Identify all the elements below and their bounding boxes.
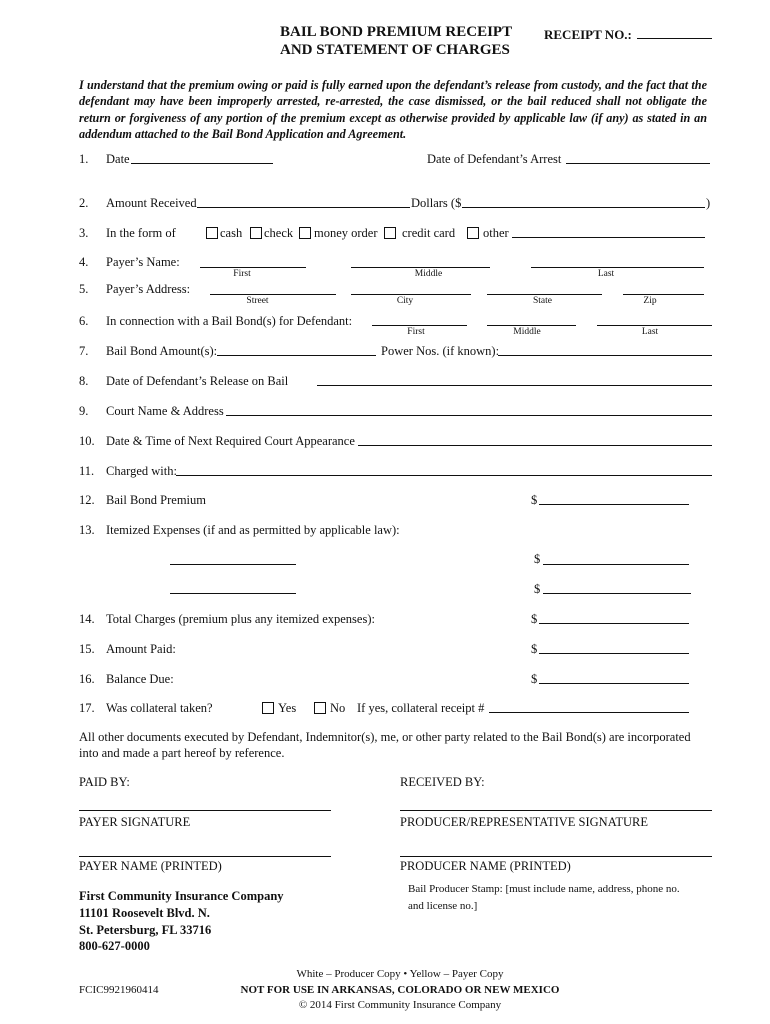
payer-name-printed-label: PAYER NAME (PRINTED) bbox=[79, 859, 222, 873]
item-number: 9. bbox=[79, 404, 89, 418]
premium-field[interactable] bbox=[539, 504, 689, 505]
money-order-label: money order bbox=[314, 226, 378, 240]
middle-caption: Middle bbox=[513, 327, 541, 337]
company-name: First Community Insurance Company bbox=[79, 889, 284, 903]
payer-address-label: Payer’s Address: bbox=[106, 282, 191, 296]
form-title-line1: BAIL BOND PREMIUM RECEIPT bbox=[280, 24, 513, 40]
payer-street-field[interactable] bbox=[210, 294, 336, 295]
producer-name-printed-label: PRODUCER NAME (PRINTED) bbox=[400, 859, 571, 873]
expense-amount-field[interactable] bbox=[543, 564, 689, 565]
amount-received-words-field[interactable] bbox=[197, 207, 410, 208]
dollars-label: Dollars ($ bbox=[411, 196, 462, 210]
paid-by-label: PAID BY: bbox=[79, 775, 130, 789]
total-charges-label: Total Charges (premium plus any itemized expenses): bbox=[106, 612, 375, 626]
other-payment-field[interactable] bbox=[512, 237, 705, 238]
payer-signature-line[interactable] bbox=[79, 810, 331, 811]
middle-caption: Middle bbox=[414, 269, 443, 279]
check-checkbox[interactable] bbox=[250, 227, 262, 239]
dollar-sign: $ bbox=[531, 493, 538, 507]
payer-name-line[interactable] bbox=[79, 856, 331, 857]
form-of-payment-label: In the form of bbox=[106, 226, 176, 240]
item-number: 6. bbox=[79, 314, 89, 328]
arrest-date-label: Date of Defendant’s Arrest bbox=[427, 152, 562, 166]
last-caption: Last bbox=[597, 269, 615, 279]
dollar-sign: $ bbox=[531, 672, 538, 686]
item-number: 10. bbox=[79, 434, 95, 448]
power-nos-label: Power Nos. (if known): bbox=[381, 344, 500, 358]
total-charges-field[interactable] bbox=[539, 623, 689, 624]
incorporation-statement: All other documents executed by Defendant, Indemnitor(s), me, or other party related to the Bail Bond(s) are incorporated into and made a part hereof by reference. bbox=[79, 730, 691, 760]
first-caption: First bbox=[407, 327, 425, 337]
city-caption: City bbox=[396, 296, 414, 306]
arrest-date-field[interactable] bbox=[566, 163, 710, 164]
charged-with-label: Charged with: bbox=[106, 464, 177, 478]
date-field[interactable] bbox=[131, 163, 273, 164]
item-number: 3. bbox=[79, 226, 89, 240]
defendant-first-name-field[interactable] bbox=[372, 325, 467, 326]
item-number: 17. bbox=[79, 701, 95, 715]
money-order-checkbox[interactable] bbox=[299, 227, 311, 239]
item-number: 4. bbox=[79, 255, 89, 269]
court-name-label: Court Name & Address bbox=[106, 404, 224, 418]
item-number: 2. bbox=[79, 196, 89, 210]
charged-with-field[interactable] bbox=[176, 475, 712, 476]
collateral-no-checkbox[interactable] bbox=[314, 702, 326, 714]
state-caption: State bbox=[533, 296, 552, 306]
dollar-sign: $ bbox=[531, 642, 538, 656]
dollar-sign: $ bbox=[534, 582, 541, 596]
defendant-label: In connection with a Bail Bond(s) for Defendant: bbox=[106, 314, 353, 328]
item-number: 16. bbox=[79, 672, 95, 686]
zip-caption: Zip bbox=[643, 296, 657, 306]
amount-received-dollars-field[interactable] bbox=[462, 207, 705, 208]
payer-zip-field[interactable] bbox=[623, 294, 704, 295]
form-id: FCIC9921960414 bbox=[79, 984, 159, 996]
receipt-no-field[interactable] bbox=[637, 38, 712, 39]
receipt-no-label: RECEIPT NO.: bbox=[544, 27, 632, 42]
producer-signature-line[interactable] bbox=[400, 810, 712, 811]
item-number: 11. bbox=[79, 464, 95, 478]
credit-card-checkbox[interactable] bbox=[384, 227, 396, 239]
payer-name-label: Payer’s Name: bbox=[106, 255, 180, 269]
stamp-instruction-line1: Bail Producer Stamp: [must include name, address, phone no. bbox=[408, 883, 680, 895]
defendant-last-name-field[interactable] bbox=[597, 325, 712, 326]
release-date-field[interactable] bbox=[317, 385, 712, 386]
item-number: 5. bbox=[79, 282, 89, 296]
premium-label: Bail Bond Premium bbox=[106, 493, 206, 507]
item-number: 8. bbox=[79, 374, 89, 388]
amount-received-label: Amount Received bbox=[106, 196, 197, 210]
collateral-label: Was collateral taken? bbox=[106, 701, 213, 715]
bond-amount-field[interactable] bbox=[217, 355, 376, 356]
item-number: 15. bbox=[79, 642, 95, 656]
cash-label: cash bbox=[220, 226, 243, 240]
company-phone: 800-627-0000 bbox=[79, 939, 150, 953]
date-label: Date bbox=[106, 152, 130, 166]
payer-middle-name-field[interactable] bbox=[351, 267, 490, 268]
amount-paid-field[interactable] bbox=[539, 653, 689, 654]
copyright: © 2014 First Community Insurance Company bbox=[298, 999, 502, 1011]
court-name-field[interactable] bbox=[226, 415, 712, 416]
yes-label: Yes bbox=[278, 701, 297, 715]
received-by-label: RECEIVED BY: bbox=[400, 775, 485, 789]
collateral-yes-checkbox[interactable] bbox=[262, 702, 274, 714]
payer-state-field[interactable] bbox=[487, 294, 602, 295]
cash-checkbox[interactable] bbox=[206, 227, 218, 239]
bond-amount-label: Bail Bond Amount(s): bbox=[106, 344, 218, 358]
form-title-line2: AND STATEMENT OF CHARGES bbox=[280, 42, 510, 58]
intro-statement: I understand that the premium owing or paid is fully earned upon the defendant’s release from custody, and the fact that the defendant may have been improperly arrested, re-arrested, the case dismissed, or the bail reduced shall not obligate the return or forgiveness of any portion of the premium except as otherwise provided by applicable law (if any) as stated in an addendum attached to the Bail Bond Application and Agreement. bbox=[79, 78, 707, 141]
item-number: 13. bbox=[79, 523, 95, 537]
payer-signature-label: PAYER SIGNATURE bbox=[79, 815, 191, 829]
no-label: No bbox=[330, 701, 346, 715]
payer-first-name-field[interactable] bbox=[200, 267, 306, 268]
collateral-receipt-label: If yes, collateral receipt # bbox=[357, 701, 485, 715]
company-city: St. Petersburg, FL 33716 bbox=[79, 923, 212, 937]
next-appearance-field[interactable] bbox=[358, 445, 712, 446]
copy-distribution: White – Producer Copy • Yellow – Payer Copy bbox=[296, 968, 504, 980]
amount-paid-label: Amount Paid: bbox=[106, 642, 176, 656]
dollar-sign: $ bbox=[534, 552, 541, 566]
street-caption: Street bbox=[246, 296, 269, 306]
first-caption: First bbox=[233, 269, 251, 279]
collateral-receipt-field[interactable] bbox=[489, 712, 689, 713]
other-label: other bbox=[483, 226, 509, 240]
defendant-middle-name-field[interactable] bbox=[487, 325, 576, 326]
expense-description-field[interactable] bbox=[170, 593, 296, 594]
power-nos-field[interactable] bbox=[498, 355, 712, 356]
next-appearance-label: Date & Time of Next Required Court Appearance bbox=[106, 434, 355, 448]
itemized-expenses-label: Itemized Expenses (if and as permitted by applicable law): bbox=[106, 523, 400, 537]
credit-card-label: credit card bbox=[402, 226, 456, 240]
balance-due-label: Balance Due: bbox=[106, 672, 174, 686]
expense-description-field[interactable] bbox=[170, 564, 296, 565]
release-date-label: Date of Defendant’s Release on Bail bbox=[106, 374, 289, 388]
company-street: 11101 Roosevelt Blvd. N. bbox=[79, 906, 210, 920]
item-number: 12. bbox=[79, 493, 95, 507]
item-number: 7. bbox=[79, 344, 89, 358]
producer-signature-label: PRODUCER/REPRESENTATIVE SIGNATURE bbox=[400, 815, 648, 829]
paren-close: ) bbox=[706, 196, 711, 210]
balance-due-field[interactable] bbox=[539, 683, 689, 684]
check-label: check bbox=[264, 226, 294, 240]
item-number: 1. bbox=[79, 152, 89, 166]
item-number: 14. bbox=[79, 612, 95, 626]
restriction-notice: NOT FOR USE IN ARKANSAS, COLORADO OR NEW MEXICO bbox=[240, 984, 560, 996]
stamp-instruction-line2: and license no.] bbox=[408, 900, 478, 912]
last-caption: Last bbox=[641, 327, 659, 337]
producer-name-line[interactable] bbox=[400, 856, 712, 857]
dollar-sign: $ bbox=[531, 612, 538, 626]
payer-last-name-field[interactable] bbox=[531, 267, 704, 268]
expense-amount-field[interactable] bbox=[543, 593, 691, 594]
other-checkbox[interactable] bbox=[467, 227, 479, 239]
payer-city-field[interactable] bbox=[351, 294, 471, 295]
